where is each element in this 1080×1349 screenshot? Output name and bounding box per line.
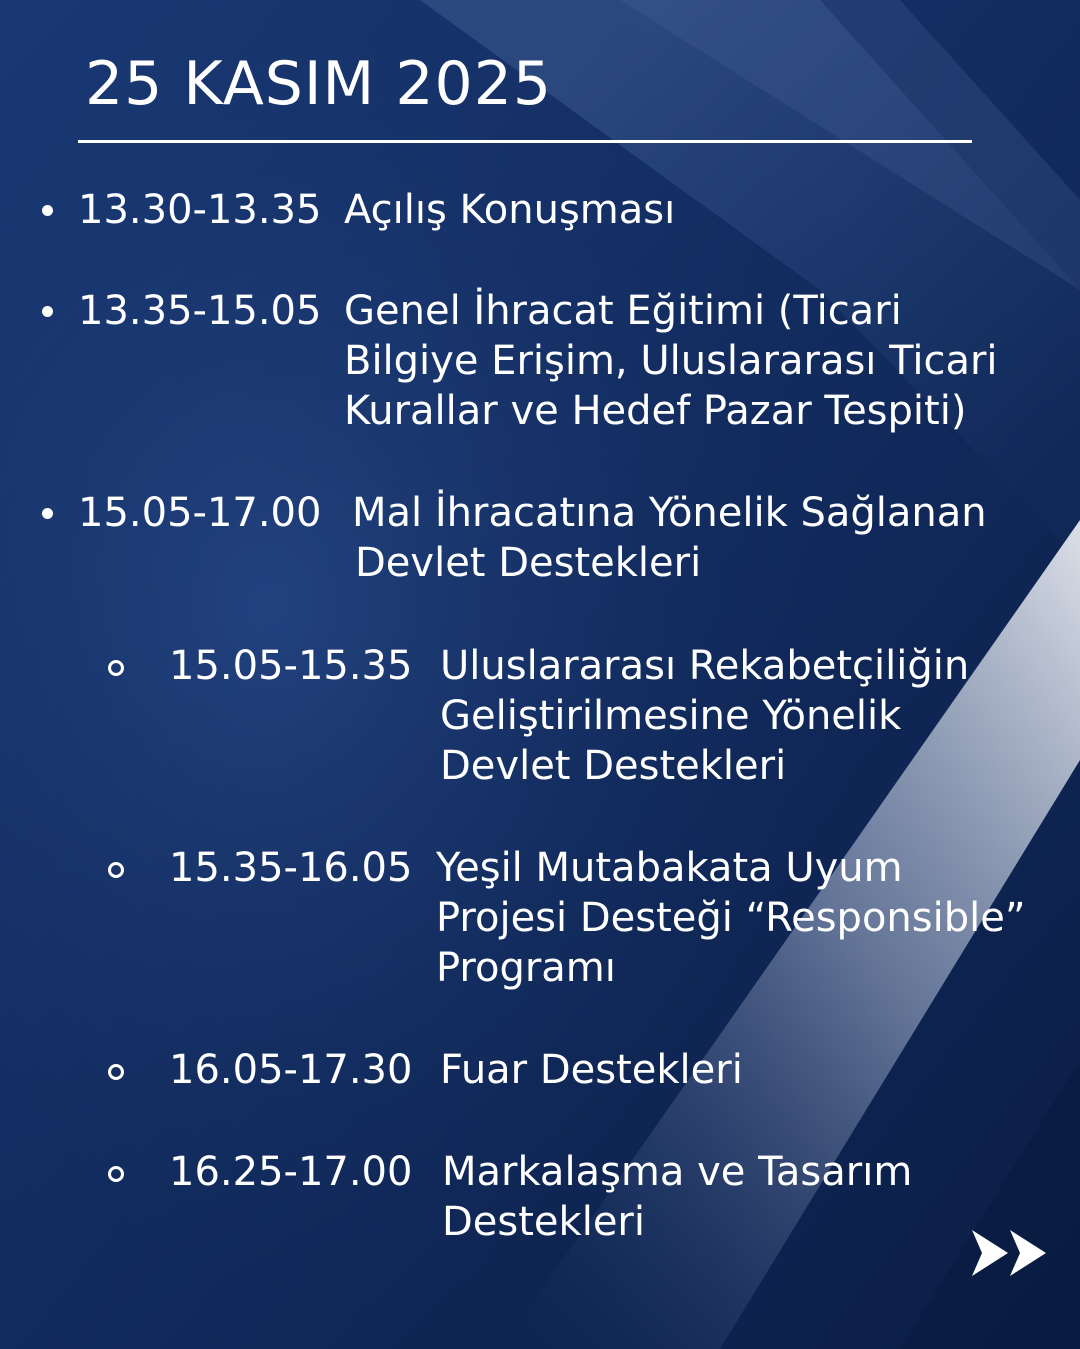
agenda-title-line: Kurallar ve Hedef Pazar Tespiti) [344, 388, 967, 434]
agenda-title-line: Açılış Konuşması [344, 187, 676, 233]
agenda-time: 13.35-15.05 [78, 288, 322, 334]
subagenda-title-line: Devlet Destekleri [440, 743, 787, 789]
bullet-ring-icon [108, 1064, 124, 1080]
subagenda-time: 16.05-17.30 [169, 1047, 413, 1093]
agenda-item [40, 185, 1080, 235]
subagenda-title-line: Programı [436, 945, 616, 991]
agenda-title-line: Mal İhracatına Yönelik Sağlanan [352, 490, 987, 536]
bullet-ring-icon [108, 862, 124, 878]
subagenda-title [440, 641, 969, 791]
subagenda-item [108, 641, 1080, 791]
agenda-title-line: Devlet Destekleri [355, 540, 702, 586]
subagenda-title [442, 1147, 912, 1247]
double-chevron-right-icon[interactable] [968, 1226, 1050, 1280]
bullet-ring-icon [108, 1166, 124, 1182]
subagenda-time: 16.25-17.00 [169, 1149, 413, 1195]
subagenda-time: 15.35-16.05 [169, 845, 413, 891]
subagenda-title-line: Geliştirilmesine Yönelik [440, 693, 902, 739]
agenda-item [40, 488, 1080, 588]
subagenda-item [108, 843, 1080, 993]
agenda-title-line: Bilgiye Erişim, Uluslararası Ticari [344, 338, 998, 384]
subagenda-item [108, 1147, 1080, 1247]
agenda-item [40, 286, 1080, 436]
bullet-dot-icon [42, 508, 53, 519]
agenda-title [344, 286, 998, 436]
page-title: 25 KASIM 2025 [85, 49, 553, 119]
subagenda-title-line: Projesi Desteği “Responsible” [436, 895, 1026, 941]
agenda-time: 15.05-17.00 [78, 490, 322, 536]
subagenda-title-line: Fuar Destekleri [440, 1047, 743, 1093]
agenda-title [344, 185, 675, 235]
bullet-ring-icon [108, 660, 124, 676]
subagenda-title [436, 843, 1026, 993]
title-divider [78, 140, 972, 143]
agenda-title-line: Genel İhracat Eğitimi (Ticari [344, 288, 902, 334]
subagenda-time: 15.05-15.35 [169, 643, 413, 689]
bullet-dot-icon [42, 306, 53, 317]
subagenda-title-line: Markalaşma ve Tasarım [442, 1149, 913, 1195]
subagenda-title [440, 1045, 743, 1095]
bullet-dot-icon [42, 205, 53, 216]
agenda-title [352, 488, 987, 588]
subagenda-title-line: Uluslararası Rekabetçiliğin [440, 643, 970, 689]
agenda-time: 13.30-13.35 [78, 187, 322, 233]
subagenda-item [108, 1045, 1080, 1095]
subagenda-title-line: Yeşil Mutabakata Uyum [436, 845, 903, 891]
subagenda-title-line: Destekleri [442, 1199, 645, 1245]
